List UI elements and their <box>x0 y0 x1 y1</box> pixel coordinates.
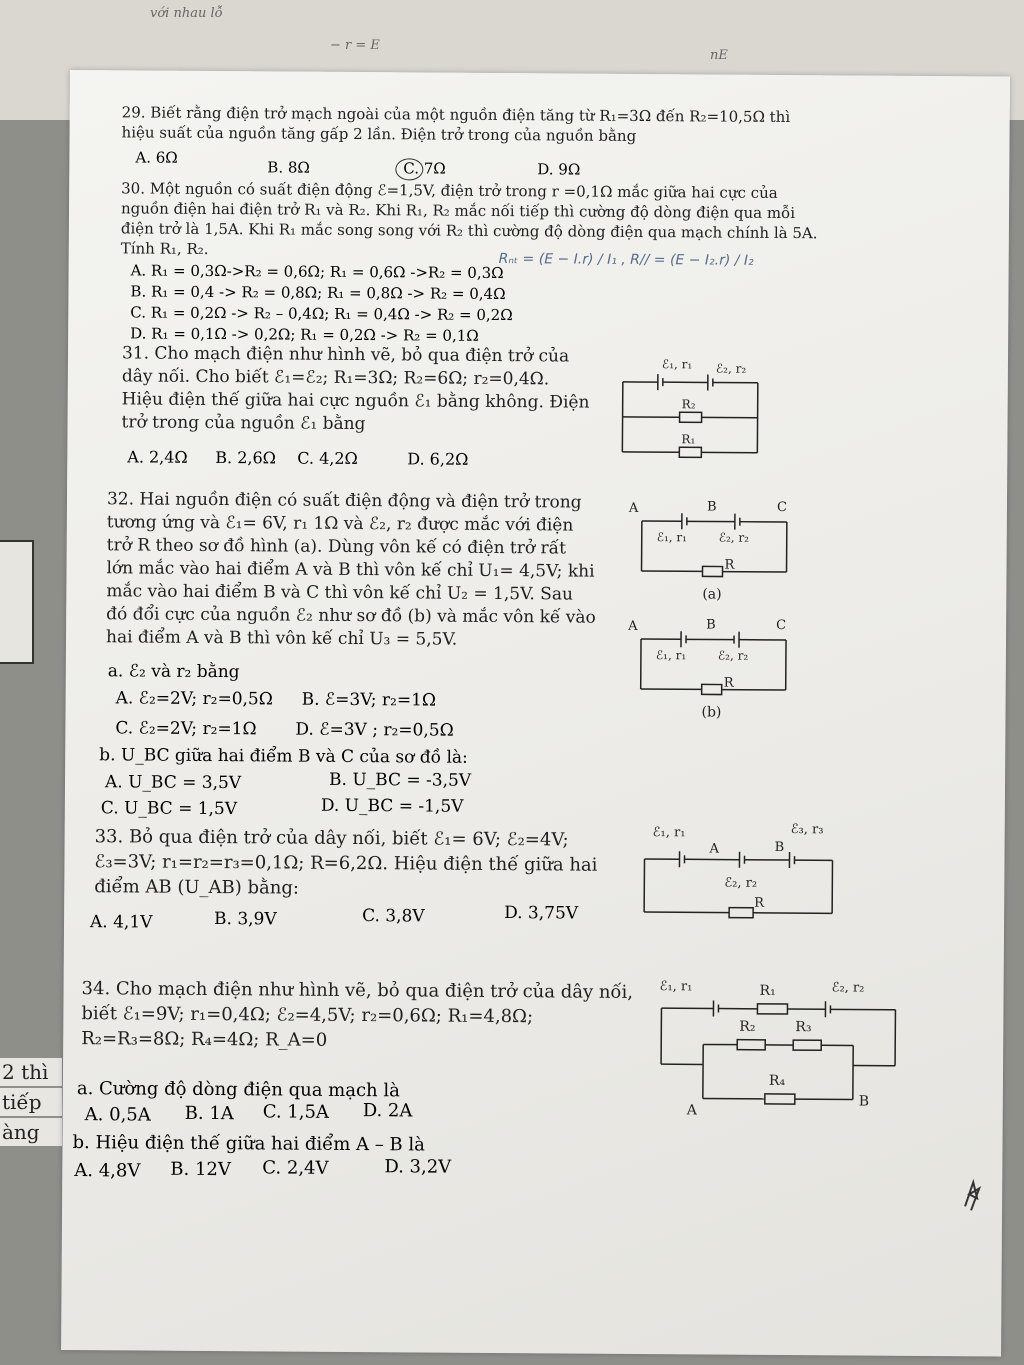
q32a-source-2-label: ℰ₂, r₂ <box>718 530 750 545</box>
q32a-option-d: D. ℰ=3V ; r₂=0,5Ω <box>295 719 454 741</box>
q33-r-label: R <box>754 895 765 911</box>
q30-option-a: A. R₁ = 0,3Ω->R₂ = 0,6Ω; R₁ = 0,6Ω ->R₂ = 0,3Ω <box>130 261 504 283</box>
q32b-option-c: C. U_BC = 1,5V <box>100 798 238 820</box>
pen-scribble-mark <box>957 1176 987 1216</box>
q31-option-b: B. 2,6Ω <box>215 448 277 468</box>
margin-text-1: 2 thì <box>0 1058 62 1086</box>
q33-option-a: A. 4,1V <box>89 912 153 933</box>
q32b-r-label: R <box>723 675 734 691</box>
q33-node-a: A <box>709 841 720 857</box>
q31-option-c: C. 4,2Ω <box>297 448 358 469</box>
q32-circuit-diagram-b <box>625 614 796 725</box>
q33-circuit-diagram <box>634 814 845 925</box>
q29-option-d: D. 9Ω <box>537 160 581 179</box>
q34b-option-d: D. 3,2V <box>384 1156 452 1178</box>
q32-circuit-diagram-a <box>626 496 797 607</box>
q32a-node-b: B <box>706 499 717 515</box>
q34-part-a: a. Cường độ dòng điện qua mạch là <box>76 1078 400 1102</box>
q34a-option-a: A. 0,5A <box>84 1104 151 1126</box>
q33-node-b: B <box>774 839 785 856</box>
q30-option-c: C. R₁ = 0,2Ω -> R₂ – 0,4Ω; R₁ = 0,4Ω -> R₂ = 0,2Ω <box>130 303 513 325</box>
q32a-option-a: A. ℰ₂=2V; r₂=0,5Ω <box>115 688 273 710</box>
q30-option-d: D. R₁ = 0,1Ω -> 0,2Ω; R₁ = 0,2Ω -> R₂ = 0,1Ω <box>130 324 479 345</box>
q31-option-d: D. 6,2Ω <box>407 449 469 469</box>
q34-r1-label: R₁ <box>759 982 776 999</box>
q31-fig-source-2-label: ℰ₂, r₂ <box>715 361 747 376</box>
q34a-option-c: C. 1,5A <box>262 1101 330 1123</box>
q32-part-b: b. U_BC giữa hai điểm B và C của sơ đồ là: <box>99 745 468 768</box>
q31-fig-source-1-label: ℰ₁, r₁ <box>661 357 693 372</box>
q32a-node-c: C <box>776 499 787 516</box>
q33-option-d: D. 3,75V <box>504 903 579 924</box>
q33-text: 33. Bỏ qua điện trở của dây nối, biết ℰ₁= 6V; ℰ₂=4V; ℰ₃=3V; r₁=r₂=r₃=0,1Ω; R=6,2Ω. Hiệu điện thế giữa hai điểm AB (U_AB) bằng: <box>94 826 598 899</box>
q32a-r-label: R <box>724 557 735 573</box>
q34a-option-d: D. 2A <box>362 1100 413 1122</box>
q32a-option-c: C. ℰ₂=2V; r₂=1Ω <box>115 718 257 740</box>
q32a-node-a: A <box>628 500 639 516</box>
q32b-option-a: A. U_BC = 3,5V <box>104 772 242 794</box>
q31-fig-r2-label: R₂ <box>681 397 696 412</box>
q29-text: 29. Biết rằng điện trở mạch ngoài của một nguồn điện tăng từ R₁=3Ω đến R₂=10,5Ω thì hiệu suất của nguồn tăng gấp 2 lần. Điện trở trong của nguồn bằng <box>121 103 791 145</box>
margin-text-3: àng <box>0 1118 62 1146</box>
q29-option-a: A. 6Ω <box>135 148 178 167</box>
q34-r4-label: R₄ <box>768 1072 786 1090</box>
q32a-option-b: B. ℰ=3V; r₂=1Ω <box>301 689 437 711</box>
q32b-source-2-label: ℰ₂, r₂ <box>717 648 749 663</box>
left-margin-fragment <box>0 540 34 664</box>
q34-source-1-label: ℰ₁, r₁ <box>659 979 693 995</box>
q32a-caption: (a) <box>702 586 722 603</box>
under-sheet-note-3: nE <box>710 48 728 63</box>
q33-source-1-label: ℰ₁, r₁ <box>652 825 686 841</box>
q34b-option-c: C. 2,4V <box>262 1157 329 1179</box>
q33-source-2-label: ℰ₂, r₂ <box>724 875 758 891</box>
q34-node-a: A <box>686 1102 697 1119</box>
q29-option-b: B. 8Ω <box>267 158 310 177</box>
q34a-option-b: B. 1A <box>184 1102 234 1125</box>
q34-circuit-diagram <box>653 974 904 1126</box>
q32b-option-d: D. U_BC = -1,5V <box>320 795 464 817</box>
q34-r2-label: R₂ <box>739 1018 756 1035</box>
q34-source-2-label: ℰ₂, r₂ <box>831 980 865 996</box>
exam-sheet <box>61 70 1010 1357</box>
q32b-caption: (b) <box>701 704 722 721</box>
q32b-option-b: B. U_BC = -3,5V <box>328 769 472 791</box>
q34b-option-b: B. 12V <box>170 1158 231 1181</box>
q30-text: 30. Một nguồn có suất điện động ℰ=1,5V, điện trở trong r =0,1Ω mắc giữa hai cực của nguồn điện hai điện trở R₁ và R₂. Khi R₁, R₂ mắc nối tiếp thì cường độ dòng điện qua mỗi điện trở là 1,5A. Khi R₁ mắc song song với R₂ thì cường độ dòng điện qua mạch chính là 5A. Tính R₁, R₂. <box>120 179 818 258</box>
q32b-node-a: A <box>628 618 638 634</box>
under-sheet-note-2: − r = E <box>330 38 380 53</box>
q32-part-a: a. ℰ₂ và r₂ bằng <box>107 661 240 683</box>
q33-source-3-label: ℰ₃, r₃ <box>790 822 824 838</box>
q32b-node-b: B <box>706 617 716 633</box>
handwritten-formula: Rₙₜ = (E − I.r) / I₁ , R// = (E − I₂.r) / I₂ <box>498 250 754 269</box>
q34-text: 34. Cho mạch điện như hình vẽ, bỏ qua điện trở của dây nối, biết ℰ₁=9V; r₁=0,4Ω; ℰ₂=4,5V; r₂=0,6Ω; R₁=4,8Ω; R₂=R₃=8Ω; R₄=4Ω; R_A=0 <box>81 978 634 1051</box>
q34-node-b: B <box>858 1093 870 1110</box>
q34-part-b: b. Hiệu điện thế giữa hai điểm A – B là <box>72 1132 425 1156</box>
q31-option-a: A. 2,4Ω <box>127 447 188 467</box>
q32a-source-1-label: ℰ₁, r₁ <box>656 530 688 545</box>
q30-option-b: B. R₁ = 0,4 -> R₂ = 0,8Ω; R₁ = 0,8Ω -> R₂ = 0,4Ω <box>130 282 506 304</box>
q31-text: 31. Cho mạch điện như hình vẽ, bỏ qua điện trở của dây nối. Cho biết ℰ₁=ℰ₂; R₁=3Ω; R₂=6Ω; r₂=0,4Ω. Hiệu điện thế giữa hai cực nguồn ℰ₁ bằng không. Điện trở trong của nguồn ℰ₁ bằng <box>121 343 590 435</box>
q32b-node-c: C <box>776 617 787 634</box>
q33-option-b: B. 3,9V <box>214 909 277 930</box>
q34-r3-label: R₃ <box>795 1019 812 1036</box>
q31-circuit-diagram <box>617 352 768 463</box>
q33-option-c: C. 3,8V <box>362 906 425 927</box>
margin-text-2: tiếp <box>0 1088 62 1116</box>
q31-fig-r1-label: R₁ <box>681 432 696 447</box>
q29-option-c: C. 7Ω <box>403 159 446 178</box>
under-sheet-note: với nhau lỗ <box>150 6 223 21</box>
q34b-option-a: A. 4,8V <box>74 1160 141 1182</box>
q32b-source-1-label: ℰ₁, r₁ <box>655 648 687 663</box>
q32-text: 32. Hai nguồn điện có suất điện động và điện trở trong tương ứng và ℰ₁= 6V, r₁ 1Ω và ℰ₂, r₂ được mắc với điện trở R theo sơ đồ hình (a). Dùng vôn kế có điện trở rất lớn mắc vào hai điểm A và B thì vôn kế chỉ U₁= 4,5V; khi mắc vào hai điểm B và C thì vôn kế chỉ U₂ = 1,5V. Sau đó đổi cực của nguồn ℰ₂ như sơ đồ (b) và mắc vôn kế vào hai điểm A và B thì vôn kế chỉ U₃ = 5,5V. <box>105 489 596 650</box>
